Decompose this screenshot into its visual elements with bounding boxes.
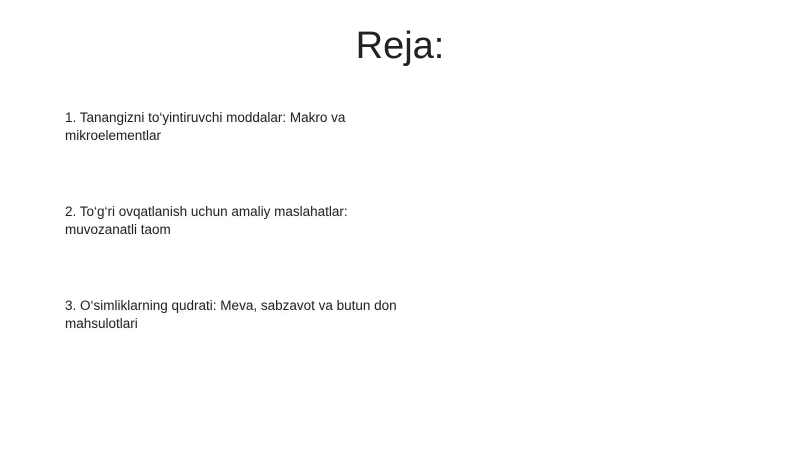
plan-item: 3. O‘simliklarning qudrati: Meva, sabzavot va butun don mahsulotlari bbox=[65, 298, 397, 331]
plan-item: 2. To‘g‘ri ovqatlanish uchun amaliy maslahatlar: muvozanatli taom bbox=[65, 204, 348, 237]
plan-item: 1. Tanangizni to‘yintiruvchi moddalar: Makro va mikroelementlar bbox=[65, 110, 346, 143]
slide-title: Reja: bbox=[355, 25, 445, 67]
plan-list bbox=[65, 109, 410, 333]
